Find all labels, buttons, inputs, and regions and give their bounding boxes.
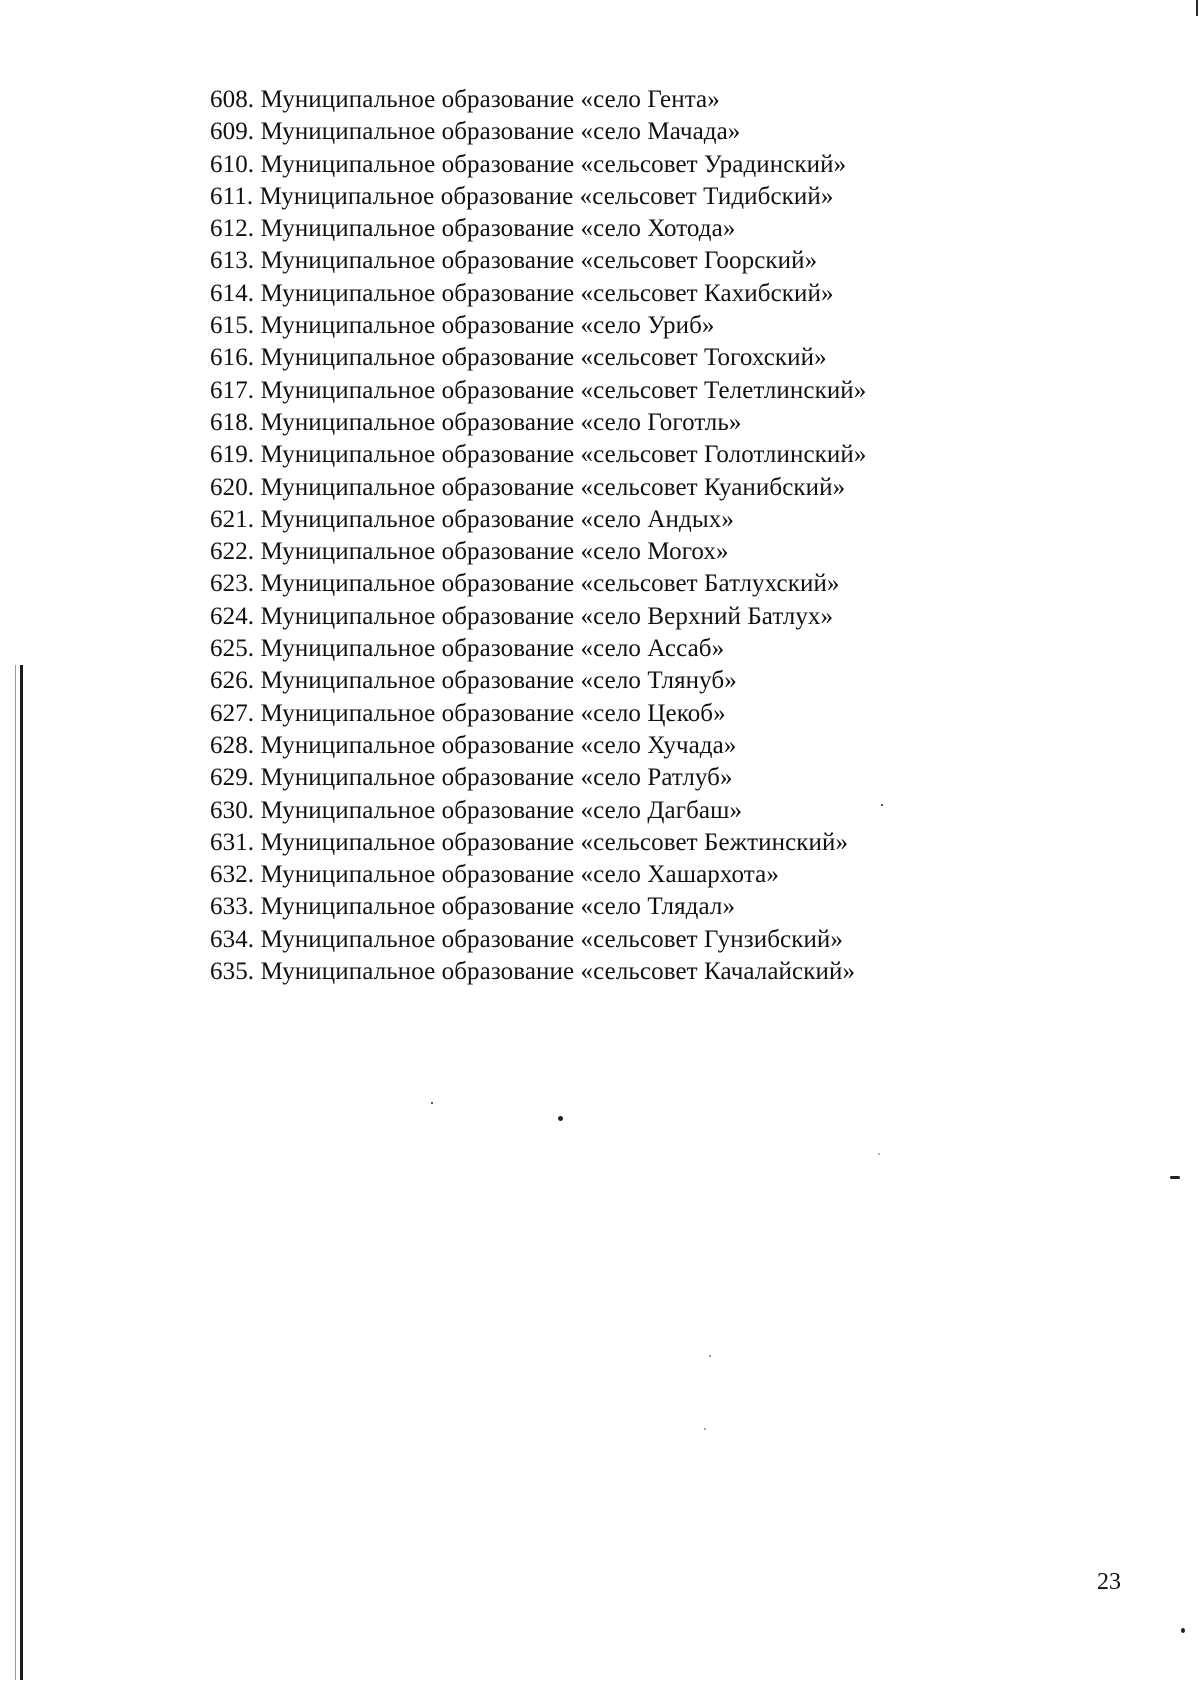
- list-item: [210, 568, 866, 600]
- item-text: Муниципальное образование «село Ратлуб»: [260, 764, 733, 792]
- item-text: Муниципальное образование «село Ассаб»: [260, 635, 725, 663]
- item-number: 635.: [210, 958, 255, 986]
- item-text: Муниципальное образование «сельсовет Гунзибский»: [260, 925, 844, 953]
- item-number: 625.: [210, 635, 255, 663]
- list-item: [210, 633, 866, 665]
- list-item: [210, 536, 866, 568]
- item-text: Муниципальное образование «сельсовет Батлухский»: [260, 570, 840, 598]
- list-item: [210, 342, 866, 374]
- item-text: Муниципальное образование «село Цекоб»: [260, 699, 726, 727]
- list-item: [210, 762, 866, 794]
- list-item: [210, 181, 866, 213]
- item-number: 618.: [210, 408, 255, 436]
- item-number: 614.: [210, 279, 255, 307]
- list-item: [210, 730, 866, 762]
- list-item: [210, 601, 866, 633]
- list-item: [210, 956, 866, 988]
- item-number: 616.: [210, 344, 255, 372]
- item-text: Муниципальное образование «село Хотода»: [260, 215, 736, 243]
- scan-edge-left-thin: [15, 665, 16, 1680]
- item-text: Муниципальное образование «сельсовет Кахибский»: [260, 279, 834, 307]
- list-item: [210, 504, 866, 536]
- list-item: [210, 924, 866, 956]
- scan-edge-top-right: [1196, 0, 1198, 16]
- item-text: Муниципальное образование «село Верхний Батлух»: [260, 602, 834, 630]
- list-item: [210, 698, 866, 730]
- list-item: [210, 213, 866, 245]
- item-number: 627.: [210, 699, 255, 727]
- item-number: 608.: [210, 86, 255, 113]
- item-text: Муниципальное образование «сельсовет Голотлинский»: [260, 441, 867, 469]
- item-text: Муниципальное образование «село Гента»: [260, 86, 720, 113]
- item-text: Муниципальное образование «сельсовет Куанибский»: [260, 473, 846, 501]
- municipality-list: [210, 84, 866, 988]
- item-number: 631.: [210, 828, 255, 856]
- scan-speck: [709, 1355, 711, 1357]
- item-number: 619.: [210, 441, 255, 469]
- item-number: 633.: [210, 893, 255, 921]
- item-number: 617.: [210, 376, 255, 404]
- list-item: [210, 472, 866, 504]
- item-text: Муниципальное образование «село Могох»: [260, 538, 729, 566]
- scan-edge-left: [20, 665, 23, 1680]
- list-item: [210, 891, 866, 923]
- item-text: Муниципальное образование «село Дагбаш»: [260, 796, 743, 824]
- item-text: Муниципальное образование «село Андых»: [260, 505, 734, 533]
- item-number: 621.: [210, 505, 255, 533]
- item-number: 622.: [210, 538, 255, 566]
- item-text: Муниципальное образование «село Хучада»: [260, 731, 737, 759]
- item-text: Муниципальное образование «село Тлядал»: [260, 893, 736, 921]
- item-text: Муниципальное образование «сельсовет Гоорский»: [260, 247, 818, 275]
- item-number: 609.: [210, 118, 255, 146]
- list-item: [210, 310, 866, 342]
- item-text: Муниципальное образование «сельсовет Качалайский»: [260, 958, 856, 986]
- item-text: Муниципальное образование «сельсовет Телетлинский»: [260, 376, 867, 404]
- scan-speck: [878, 1153, 880, 1155]
- list-item: [210, 859, 866, 891]
- item-text: Муниципальное образование «сельсовет Тогохский»: [260, 344, 827, 372]
- list-item: [210, 84, 866, 116]
- list-item: [210, 149, 866, 181]
- item-number: 615.: [210, 312, 255, 340]
- list-item: [210, 375, 866, 407]
- item-text: Муниципальное образование «село Мачада»: [260, 118, 741, 146]
- item-number: 610.: [210, 150, 255, 178]
- list-item: [210, 795, 866, 827]
- item-number: 632.: [210, 861, 255, 889]
- scan-speck: [558, 1116, 563, 1121]
- list-item: [210, 439, 866, 471]
- item-number: 624.: [210, 602, 255, 630]
- scan-speck: [431, 1102, 433, 1104]
- item-text: Муниципальное образование «сельсовет Урадинский»: [260, 150, 847, 178]
- item-text: Муниципальное образование «сельсовет Тидибский»: [259, 182, 834, 210]
- item-number: 620.: [210, 473, 255, 501]
- item-number: 611.: [210, 182, 254, 210]
- list-item: [210, 278, 866, 310]
- item-number: 628.: [210, 731, 255, 759]
- scan-speck: [881, 804, 883, 806]
- list-item: [210, 407, 866, 439]
- item-number: 626.: [210, 667, 255, 695]
- scan-speck: [704, 1428, 706, 1430]
- scan-speck: [1181, 1628, 1185, 1633]
- item-text: Муниципальное образование «село Уриб»: [260, 312, 715, 340]
- list-item: [210, 665, 866, 697]
- page-number: 23: [1097, 1569, 1121, 1595]
- item-number: 630.: [210, 796, 255, 824]
- item-text: Муниципальное образование «село Тлянуб»: [260, 667, 737, 695]
- list-item: [210, 116, 866, 148]
- item-number: 629.: [210, 764, 255, 792]
- list-item: [210, 245, 866, 277]
- list-item: [210, 827, 866, 859]
- item-number: 623.: [210, 570, 255, 598]
- scan-speck: [1170, 1176, 1180, 1179]
- item-text: Муниципальное образование «село Гоготль»: [260, 408, 742, 436]
- item-text: Муниципальное образование «сельсовет Бежтинский»: [260, 828, 849, 856]
- item-number: 634.: [210, 925, 255, 953]
- item-number: 613.: [210, 247, 255, 275]
- item-number: 612.: [210, 215, 255, 243]
- item-text: Муниципальное образование «село Хашархота»: [260, 861, 779, 889]
